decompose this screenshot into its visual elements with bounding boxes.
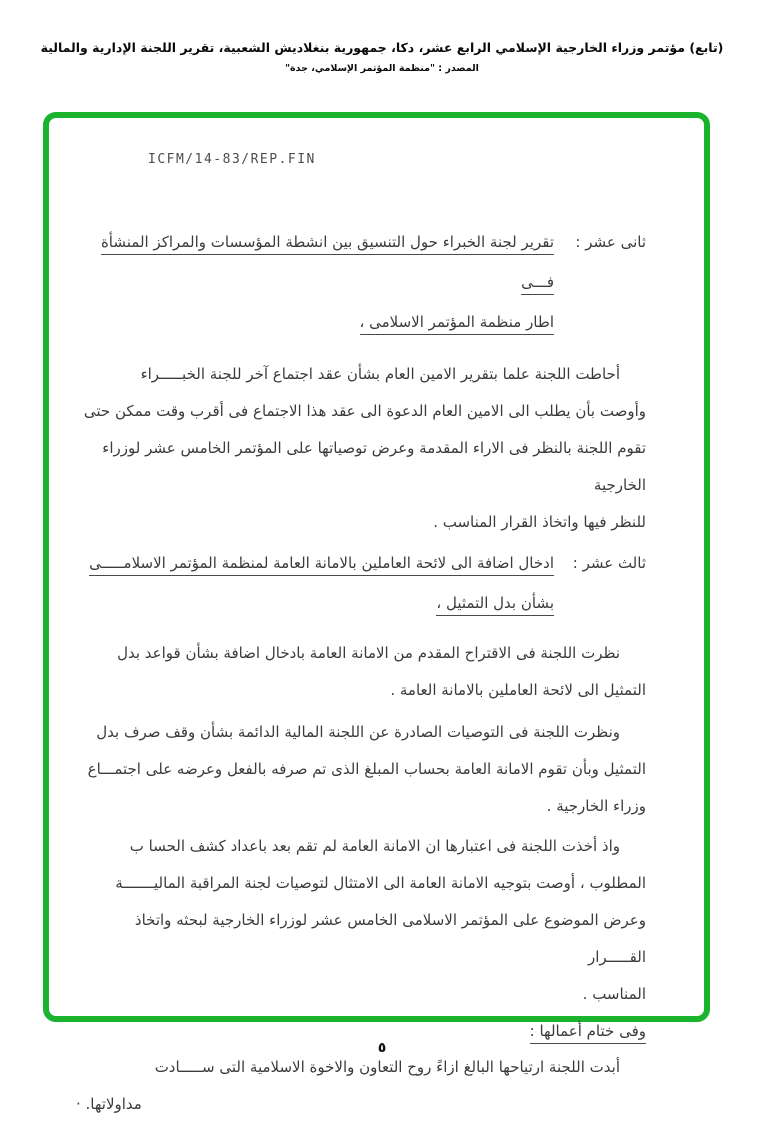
paragraph-line: وزراء الخارجية . [546, 797, 646, 815]
section-title-line [76, 583, 554, 623]
document-reference: ICFM/14-83/REP.FIN [148, 152, 316, 167]
section-title-line [76, 302, 554, 342]
section-title-line [76, 543, 554, 583]
underlined-text: تقرير لجنة الخبراء حول التنسيق بين انشطة المؤسسات والمراكز المنشأة فـــى [101, 233, 554, 295]
document-body [76, 222, 646, 1123]
doc-block-para [76, 356, 646, 541]
paragraph-line: ونظرت اللجنة فى التوصيات الصادرة عن اللجنة المالية الدائمة بشأن وقف صرف بدل [96, 723, 620, 741]
section-title [76, 222, 554, 342]
doc-block-para [76, 714, 646, 825]
paragraph-line: تقوم اللجنة بالنظر فى الاراء المقدمة وعرض توصياتها على المؤتمر الخامس عشر لوزراء الخارجية [102, 439, 646, 494]
section-title-line [76, 222, 554, 302]
paragraph-line: للنظر فيها واتخاذ القرار المناسب . [433, 513, 646, 531]
paragraph-line: وعرض الموضوع على المؤتمر الاسلامى الخامس عشر لوزراء الخارجية لبحثه واتخاذ القـــــرار [134, 911, 646, 966]
paragraph-line: نظرت اللجنة فى الاقتراح المقدم من الامانة العامة بادخال اضافة بشأن قواعد بدل [117, 644, 620, 662]
section-label: ثالث عشر : [572, 554, 646, 572]
section-title [76, 543, 554, 623]
document-frame [43, 112, 710, 1113]
underlined-text: ادخال اضافة الى لائحة العاملين بالامانة العامة لمنظمة المؤتمر الاسلامـــــى [89, 554, 554, 576]
underlined-text: اطار منظمة المؤتمر الاسلامى ، [360, 313, 554, 335]
paragraph-line: التمثيل وبأن تقوم الامانة العامة بحساب المبلغ الذى تم صرفه بالفعل وعرضه على اجتمـــاع [87, 760, 646, 778]
paragraph-line: وأوصت بأن يطلب الى الامين العام الدعوة الى عقد هذا الاجتماع فى أقرب وقت ممكن حتى [83, 402, 646, 420]
paragraph-line: التمثيل الى لائحة العاملين بالامانة العامة . [390, 681, 646, 699]
doc-block-para [76, 635, 646, 709]
paragraph-line: أبدت اللجنة ارتياحها البالغ ازاءً روح التعاون والاخوة الاسلامية التى ســـــادت [154, 1058, 620, 1076]
page-number: ٥ [377, 1040, 387, 1056]
paragraph-line: المطلوب ، أوصت بتوجيه الامانة العامة الى الامتثال لتوصيات لجنة المراقبة الماليـــــــة [115, 874, 646, 892]
doc-block-para [76, 828, 646, 1013]
paragraph-tail-line: مداولاتها. · [76, 1095, 142, 1113]
paragraph-line: أحاطت اللجنة علما بتقرير الامين العام بشأن عقد اجتماع آخر للجنة الخبـــــراء [140, 365, 620, 383]
doc-block-section [76, 222, 646, 342]
paragraph-line: واذ أخذت اللجنة فى اعتبارها ان الامانة العامة لم تقم بعد باعداد كشف الحسا ب [129, 837, 620, 855]
underlined-text: بشأن بدل التمثيل ، [436, 594, 554, 616]
doc-block-section [76, 543, 646, 623]
paragraph-line: المناسب . [582, 985, 646, 1003]
section-label: ثانى عشر : [575, 233, 646, 251]
closing-heading: وفى ختام أعمالها : [530, 1022, 646, 1044]
caption-header [0, 40, 764, 74]
caption-source: المصدر : "منظمة المؤتمر الإسلامي، جدة" [285, 63, 479, 74]
caption-title: (تابع) مؤتمر وزراء الخارجية الإسلامي الرابع عشر، دكا، جمهورية بنغلاديش الشعبية، تقرير اللجنة الإدارية والمالية [40, 40, 724, 55]
